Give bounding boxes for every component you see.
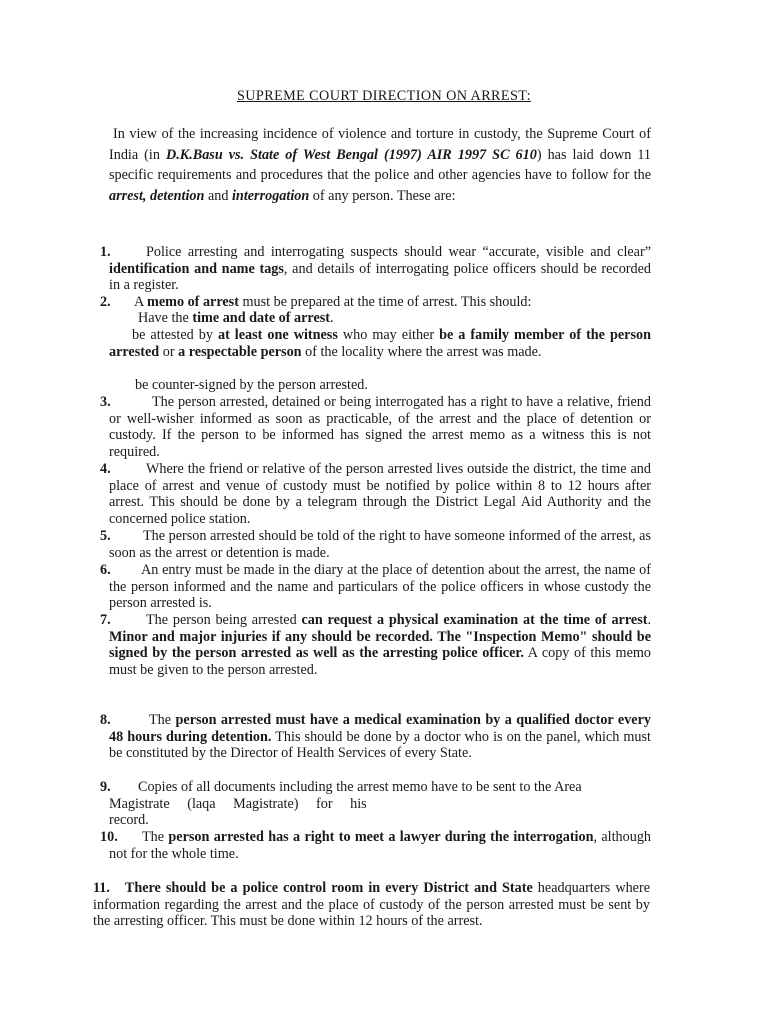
item-text: The: [142, 829, 169, 845]
item-number: 4.: [100, 461, 111, 477]
item-text: must be prepared at the time of arrest. This should:: [238, 294, 532, 310]
intro-text: of any person. These are:: [309, 187, 456, 204]
item-emphasis: Minor and major injuries if any should be recorded. The "Inspection Memo" should be signed by the person arrested as well as the arresting police officer.: [109, 628, 651, 662]
item-emphasis: be a family member of the person arrested: [109, 327, 651, 360]
list-item: [109, 712, 651, 762]
item-emphasis: There should be a police control room in every District and State: [124, 880, 533, 896]
page-title: [0, 88, 768, 105]
intro-emphasis: interrogation: [231, 187, 310, 204]
list-item: [109, 244, 651, 294]
intro-emphasis: detention: [150, 187, 205, 204]
item-text: A copy of this memo must be given to the person arrested.: [109, 645, 651, 678]
item-emphasis: at least one witness: [217, 327, 338, 343]
intro-text: ) has laid down 11 specific requirements and procedures that the police and other agencies have to follow for the: [109, 146, 651, 184]
item-number: 1.: [100, 244, 111, 260]
item-number: 10.: [100, 829, 118, 845]
item-number: 7.: [100, 612, 111, 628]
intro-text: and: [204, 187, 232, 204]
item-text: , although not for the whole time.: [109, 829, 652, 862]
list-subitem: [109, 327, 651, 360]
intro-text: ,: [142, 187, 150, 204]
item-text: The: [149, 712, 176, 728]
item-text: Have the: [138, 310, 193, 326]
item-emphasis: time and date of arrest: [192, 310, 331, 326]
item-line: Magistrate (laqa Magistrate) for his: [109, 796, 367, 812]
item-number: 9.: [100, 779, 111, 795]
item-number: 3.: [100, 394, 111, 410]
title-text: SUPREME COURT DIRECTION ON ARREST: [237, 88, 527, 104]
item-number: 8.: [100, 712, 111, 728]
intro-emphasis: arrest: [109, 187, 143, 204]
item-emphasis: can request a physical examination at the time of arrest: [301, 612, 648, 628]
item-emphasis: memo of arrest: [147, 294, 239, 310]
intro-paragraph: [109, 124, 651, 206]
list-item: An entry must be made in the diary at the place of detention about the arrest, the name of the person informed and the name and particulars of the police officers in whose custody the person arrested is.: [109, 562, 651, 612]
list-item: [109, 612, 651, 678]
item-emphasis: identification and name tags: [109, 260, 284, 277]
list-subitem: [138, 310, 334, 327]
list-item: Where the friend or relative of the person arrested lives outside the district, the time and place of arrest and venue of custody must be notified by police within 8 to 12 hours after arrest. This should be done by a telegram through the District Legal Aid Authority and the concerned police station.: [109, 461, 651, 527]
item-text: A: [134, 294, 148, 310]
item-text: .: [330, 310, 334, 326]
item-text: , and details of interrogating police officers should be recorded in a register.: [109, 260, 651, 294]
item-emphasis: person arrested must have a medical examination by a qualified doctor every 48 hours during detention.: [109, 712, 651, 745]
item-text: who may either: [337, 327, 440, 343]
item-text: The person being arrested: [146, 612, 302, 628]
item-line: record.: [109, 812, 149, 828]
item-text: .: [647, 612, 651, 628]
item-text: headquarters where information regarding the arrest and the place of custody of the person arrested must be sent by the arresting officer. This must be done within 12 hours of the arrest.: [93, 880, 650, 930]
list-item: [109, 829, 651, 862]
item-number: 2.: [100, 294, 111, 310]
item-emphasis: a respectable person: [178, 343, 302, 360]
list-item: The person arrested should be told of the right to have someone informed of the arrest, as soon as the arrest or detention is made.: [109, 528, 651, 561]
list-item: [93, 880, 650, 930]
item-emphasis: person arrested has a right to meet a lawyer during the interrogation: [168, 829, 594, 845]
item-text: or: [159, 343, 179, 360]
title-colon: :: [526, 88, 531, 104]
list-item: The person arrested, detained or being interrogated has a right to have a relative, friend or well-wisher informed as soon as practicable, of the arrest and the place of detention or custody. If the person to be informed has signed the arrest memo as a witness this is not required.: [109, 394, 651, 460]
item-number: 5.: [100, 528, 111, 544]
list-subitem: be counter-signed by the person arrested.: [135, 377, 368, 393]
item-text: be attested by: [132, 327, 218, 343]
item-text: This should be done by a doctor who is on the panel, which must be constituted by the Director of Health Services of every State.: [109, 728, 651, 762]
item-number: 6.: [100, 562, 111, 578]
item-number: 11.: [93, 880, 110, 896]
item-line: Copies of all documents including the arrest memo have to be sent to the Area: [138, 779, 582, 795]
item-text: of the locality where the arrest was made.: [301, 343, 542, 360]
list-item: [109, 294, 651, 311]
intro-text: In view of the increasing incidence of violence and torture in custody, the Supreme Court of India (in: [109, 126, 651, 163]
item-text: Police arresting and interrogating suspects should wear “accurate, visible and clear”: [146, 244, 651, 260]
case-citation: D.K.Basu vs. State of West Bengal (1997) AIR 1997 SC 610: [165, 146, 537, 163]
